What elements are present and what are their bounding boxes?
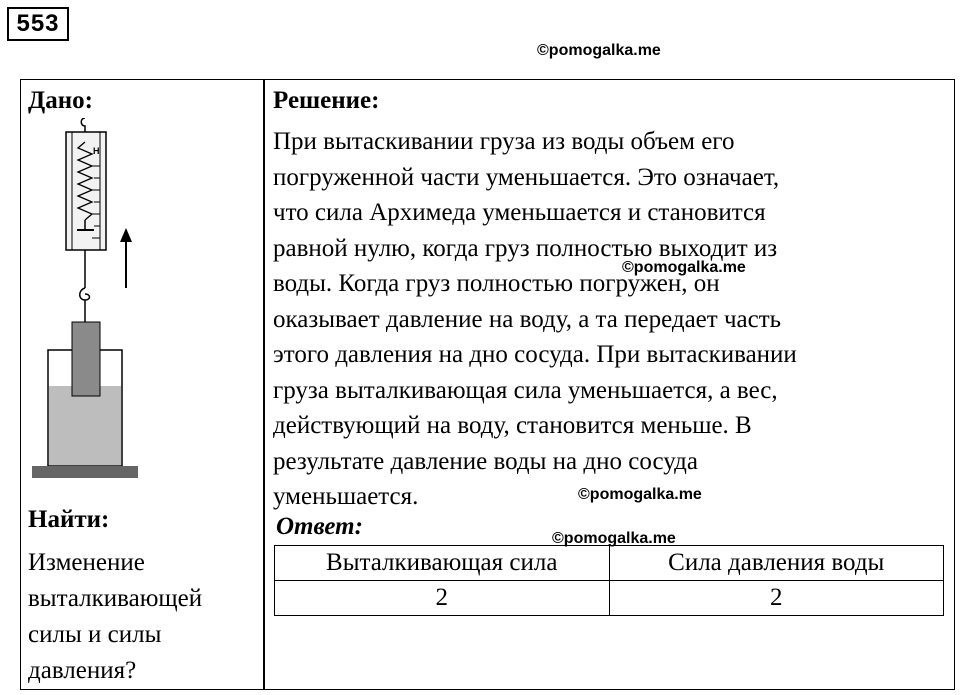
solution-line: что сила Архимеда уменьшается и становится (273, 199, 766, 226)
problem-number: 553 (7, 7, 69, 41)
dynamometer-figure (28, 118, 148, 483)
answer-table (274, 545, 944, 616)
solution-line: погруженной части уменьшается. Это означает, (273, 163, 780, 191)
answer-value-cell: 2 (609, 581, 944, 616)
watermark: ©pomogalka.me (622, 259, 746, 276)
answer-header-row (275, 546, 944, 581)
solution-text (273, 124, 948, 515)
solution-heading: Решение: (273, 87, 380, 114)
find-line: выталкивающей (28, 585, 203, 612)
scale-unit-label: Н (93, 146, 100, 156)
solution-line: При вытаскивании груза из воды объем его (273, 128, 735, 155)
answer-heading: Ответ: (276, 513, 363, 540)
solution-line: этого давления на дно сосуда. При вытаскивании (273, 341, 797, 368)
solution-line: равной нулю, когда груз полностью выходит из (273, 234, 778, 262)
answer-value-cell: 2 (275, 581, 610, 616)
watermark: ©pomogalka.me (552, 530, 676, 547)
solution-line: воды. Когда груз полностью погружен, он (273, 270, 720, 297)
answer-value-row (275, 581, 944, 616)
answer-header-cell: Выталкивающая сила (275, 546, 610, 581)
solution-line: результате давление воды на дно сосуда (273, 447, 698, 475)
find-line: давления? (28, 657, 137, 684)
find-question (28, 545, 258, 689)
solution-line: действующий на воду, становится меньше. В (273, 412, 752, 439)
watermark: ©pomogalka.me (537, 42, 661, 59)
given-heading: Дано: (28, 87, 93, 114)
solution-line: груза выталкивающая сила уменьшается, а вес, (273, 376, 778, 404)
solution-line: оказывает давление на воду, а та передает часть (273, 305, 782, 333)
find-line: Изменение (28, 549, 145, 576)
find-line: силы и силы (28, 621, 162, 648)
watermark: ©pomogalka.me (578, 486, 702, 503)
find-heading: Найти: (28, 506, 110, 533)
solution-line: уменьшается. (273, 483, 419, 510)
answer-header-cell: Сила давления воды (609, 546, 944, 581)
column-divider (263, 79, 265, 690)
